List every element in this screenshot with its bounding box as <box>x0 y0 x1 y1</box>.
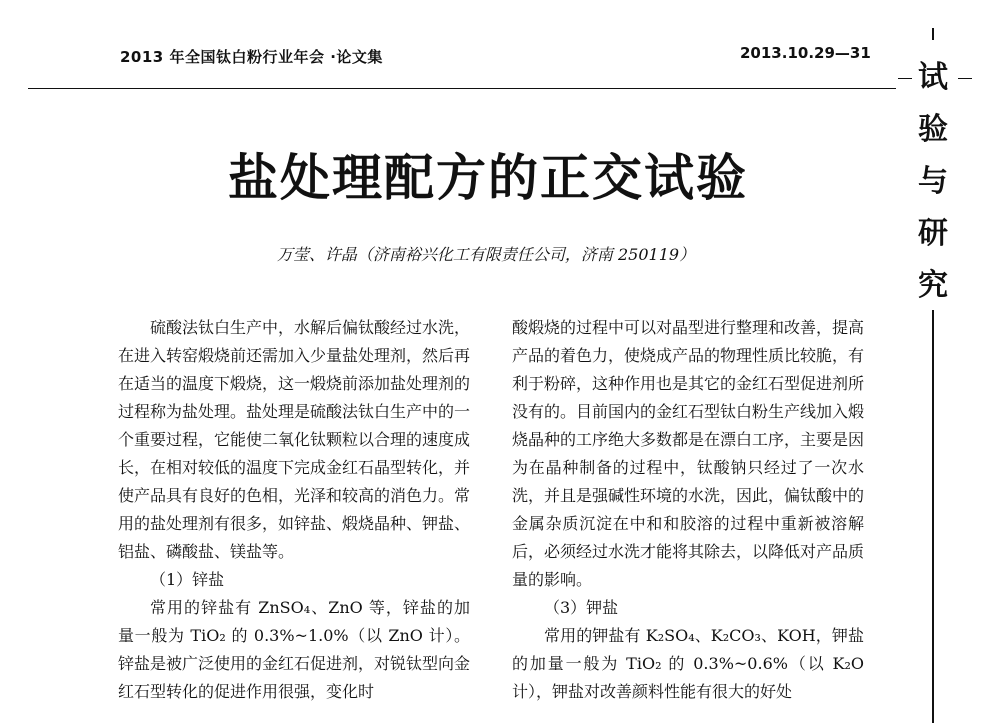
article-title: 盐处理配方的正交试验 <box>228 149 748 207</box>
section-char: 试 <box>918 60 948 95</box>
subsection-heading: （3）钾盐 <box>544 598 619 617</box>
paragraph: 硫酸法钛白生产中，水解后偏钛酸经过水洗，在进入转窑煅烧前还需加入少量盐处理剂，然后再在适当的温度下煅烧，这一煅烧前添加盐处理剂的过程称为盐处理。盐处理是硫酸法钛白生产中的一个重要过程，它能使二氧化钛颗粒以合理的速度成长，在相对较低的温度下完成金红石晶型转化，并使产品具有良好的色相，光泽和较高的消色力。常用的盐处理剂有很多，如锌盐、煅烧晶种、钾盐、铝盐、磷酸盐、镁盐等。 <box>118 318 471 561</box>
body-column-right <box>512 314 864 706</box>
section-char: 究 <box>918 268 948 303</box>
subsection-heading: （1）锌盐 <box>150 570 225 589</box>
proceedings-header: 2013 年全国钛白粉行业年会 ·论文集 <box>120 48 383 66</box>
body-column-left <box>118 314 470 706</box>
section-char: 研 <box>918 216 948 251</box>
side-tick-mark <box>932 28 934 40</box>
article-authors: 万莹、许晶（济南裕兴化工有限责任公司，济南 250119） <box>276 245 696 264</box>
side-vertical-rule <box>932 310 934 723</box>
paragraph: 常用的钾盐有 K₂SO₄、K₂CO₃、KOH，钾盐的加量一般为 TiO₂ 的 0.3%~0.6%（以 K₂O 计），钾盐对改善颜料性能有很大的好处 <box>512 626 864 701</box>
paragraph: 常用的锌盐有 ZnSO₄、ZnO 等，锌盐的加量一般为 TiO₂ 的 0.3%~1.0%（以 ZnO 计）。锌盐是被广泛使用的金红石促进剂，对锐钛型向金红石型转化的促进作用很强，变化时 <box>118 598 471 701</box>
section-char: 与 <box>918 164 948 199</box>
header-rule <box>28 88 896 89</box>
paragraph: 酸煅烧的过程中可以对晶型进行整理和改善，提高产品的着色力，使烧成产品的物理性质比较脆，有利于粉碎，这种作用也是其它的金红石型促进剂所没有的。目前国内的金红石型钛白粉生产线加入煅烧晶种的工序绝大多数都是在漂白工序，主要是因为在晶种制备的过程中，钛酸钠只经过了一次水洗，并且是强碱性环境的水洗，因此，偏钛酸中的金属杂质沉淀在中和和胶溶的过程中重新被溶解后，必须经过水洗才能将其除去，以降低对产品质量的影响。 <box>512 318 865 589</box>
conference-date: 2013.10.29—31 <box>740 44 871 62</box>
section-char: 验 <box>918 112 948 147</box>
